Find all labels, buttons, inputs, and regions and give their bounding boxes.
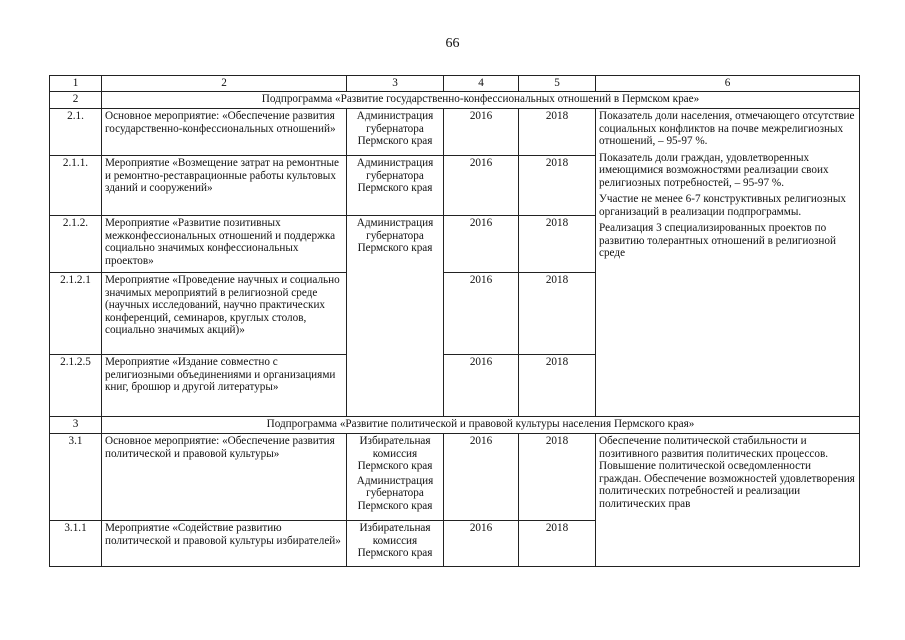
row-start-year: 2016 (444, 109, 519, 156)
row-number: 2.1.2.5 (50, 355, 102, 417)
indicator-item: Реализация 3 специализированных проектов по развитию толерантных отношений в религиозной среде (599, 222, 836, 259)
row-end-year: 2018 (519, 109, 596, 156)
header-col-1: 1 (50, 76, 102, 92)
row-executor: Администрация губернатора Пермского края (347, 156, 444, 216)
row-end-year: 2018 (519, 156, 596, 216)
row-end-year: 2018 (519, 521, 596, 567)
header-row (50, 76, 860, 92)
section-3-number: 3 (50, 417, 102, 434)
row-end-year: 2018 (519, 216, 596, 273)
row-start-year: 2016 (444, 355, 519, 417)
row-end-year: 2018 (519, 273, 596, 355)
header-col-5: 5 (519, 76, 596, 92)
row-number: 2.1.2.1 (50, 273, 102, 355)
row-description: Основное мероприятие: «Обеспечение развития политической и правовой культуры» (102, 434, 347, 521)
header-col-2: 2 (102, 76, 347, 92)
indicators-section-2 (596, 109, 860, 417)
row-end-year: 2018 (519, 434, 596, 521)
table-row (50, 109, 860, 156)
row-description: Мероприятие «Издание совместно с религиозными объединениями и организациями книг, брошюр и другой литературы» (102, 355, 347, 417)
row-number: 3.1.1 (50, 521, 102, 567)
page-number: 66 (445, 36, 460, 51)
row-start-year: 2016 (444, 521, 519, 567)
row-description: Основное мероприятие: «Обеспечение развития государственно-конфессиональных отношений» (102, 109, 347, 156)
section-3-title: Подпрограмма «Развитие политической и правовой культуры населения Пермского края» (102, 417, 860, 434)
indicator-item: Показатель доли населения, отмечающего отсутствие социальных конфликтов на почве межрелигиозных отношений, – 95-97 %. (599, 110, 855, 147)
program-table (49, 75, 860, 567)
row-executor: Администрация губернатора Пермского края (347, 216, 444, 417)
row-executor: Администрация губернатора Пермского края (347, 109, 444, 156)
row-description: Мероприятие «Развитие позитивных межконфессиональных отношений и поддержка социально значимых конфессиональных проектов» (102, 216, 347, 273)
row-description: Мероприятие «Содействие развитию политической и правовой культуры избирателей» (102, 521, 347, 567)
section-2-number: 2 (50, 92, 102, 109)
header-col-3: 3 (347, 76, 444, 92)
table-row (50, 434, 860, 521)
row-executor (347, 434, 444, 521)
row-description: Мероприятие «Возмещение затрат на ремонтные и ремонтно-реставрационные работы культовых зданий и сооружений» (102, 156, 347, 216)
indicators-section-3: Обеспечение политической стабильности и позитивного развития политических процессов. Повышение политической осведомленности граждан. Обеспечение возможностей удовлетворения политических потребностей и реализации политических прав (596, 434, 860, 567)
row-number: 2.1.1. (50, 156, 102, 216)
executor-item: Администрация губернатора Пермского края (356, 474, 434, 512)
row-start-year: 2016 (444, 216, 519, 273)
row-description: Мероприятие «Проведение научных и социально значимых мероприятий в религиозной среде (научных исследований, научно практических конференций, семинаров, круглых столов, социально значимых акций)» (102, 273, 347, 355)
executor-item: Избирательная комиссия Пермского края (357, 435, 433, 472)
indicator-item: Показатель доли граждан, удовлетворенных имеющимися возможностями реализации своих религиозных потребностей, – 95-97 %. (599, 151, 829, 189)
section-3-row (50, 417, 860, 434)
row-start-year: 2016 (444, 273, 519, 355)
row-number: 3.1 (50, 434, 102, 521)
row-end-year: 2018 (519, 355, 596, 417)
row-start-year: 2016 (444, 434, 519, 521)
indicator-item: Участие не менее 6-7 конструктивных религиозных организаций в реализации подпрограммы. (599, 193, 846, 218)
row-executor: Избирательная комиссия Пермского края (347, 521, 444, 567)
header-col-4: 4 (444, 76, 519, 92)
section-2-title: Подпрограмма «Развитие государственно-конфессиональных отношений в Пермском крае» (102, 92, 860, 109)
row-number: 2.1. (50, 109, 102, 156)
row-start-year: 2016 (444, 156, 519, 216)
header-col-6: 6 (596, 76, 860, 92)
section-2-row (50, 92, 860, 109)
row-number: 2.1.2. (50, 216, 102, 273)
